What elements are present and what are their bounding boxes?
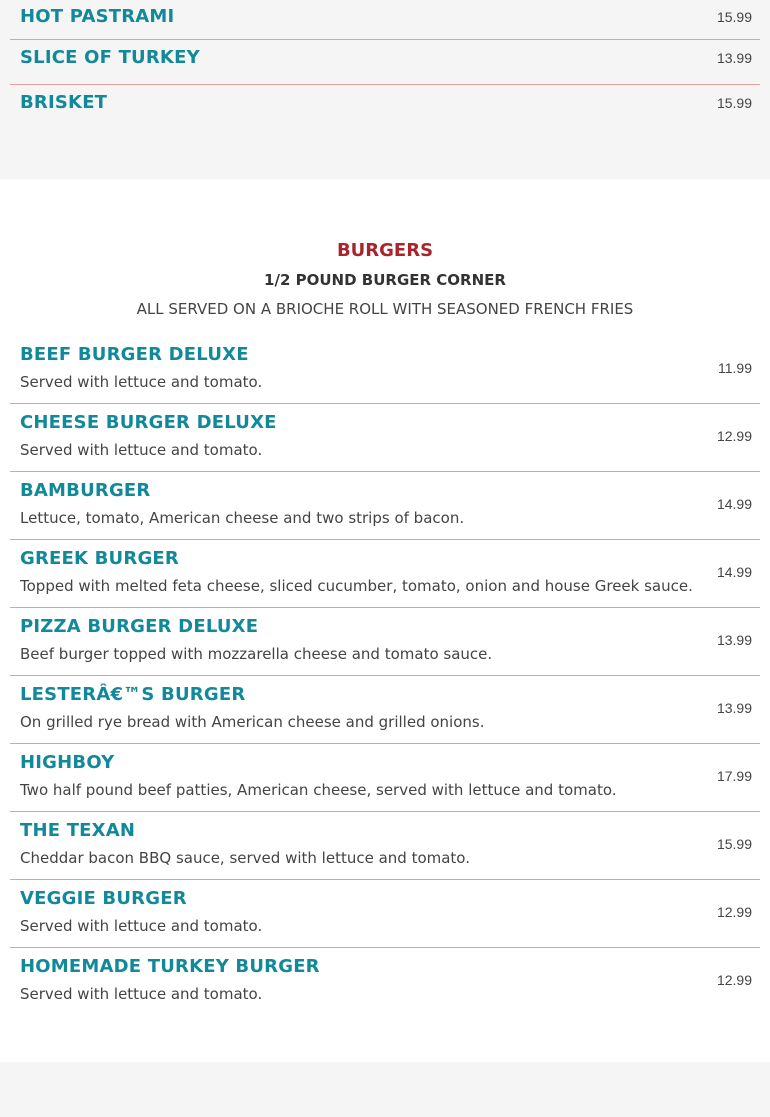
menu-item-name: LESTERÂ€™S BURGER (20, 684, 246, 705)
menu-item[interactable] (10, 472, 760, 540)
menu-item[interactable] (10, 540, 760, 608)
menu-item-description: Served with lettuce and tomato. (20, 441, 263, 459)
menu-item-price: 14.99 (716, 496, 752, 512)
menu-item-price: 12.99 (716, 972, 752, 988)
menu-item-price: 11.99 (718, 360, 752, 376)
menu-item-description: Served with lettuce and tomato. (20, 917, 263, 935)
menu-item[interactable] (10, 676, 760, 744)
menu-item-name: THE TEXAN (20, 820, 136, 841)
menu-item-name: HIGHBOY (20, 752, 115, 773)
menu-item-description: Two half pound beef patties, American cheese, served with lettuce and tomato. (20, 781, 617, 799)
menu-item[interactable] (10, 812, 760, 880)
menu-item-price: 12.99 (716, 904, 752, 920)
menu-item-name: SLICE OF TURKEY (20, 47, 200, 68)
menu-item-description: Served with lettuce and tomato. (20, 985, 263, 1003)
menu-item-name: BRISKET (20, 92, 108, 113)
menu-item[interactable] (10, 336, 760, 404)
menu-item-description: Topped with melted feta cheese, sliced cucumber, tomato, onion and house Greek sauce. (20, 577, 693, 595)
menu-item[interactable] (10, 608, 760, 676)
menu-item-price: 15.99 (716, 9, 752, 25)
menu-item-price: 13.99 (716, 700, 752, 716)
menu-item-price: 12.99 (716, 428, 752, 444)
category-description: ALL SERVED ON A BRIOCHE ROLL WITH SEASONED FRENCH FRIES (136, 300, 634, 318)
menu-item-name: BEEF BURGER DELUXE (20, 344, 249, 365)
menu-item-name: HOT PASTRAMI (20, 6, 175, 27)
menu-item[interactable] (10, 40, 760, 85)
burgers-section (0, 179, 770, 1062)
menu-item-price: 17.99 (716, 768, 752, 784)
next-menu-section (0, 1062, 770, 1117)
menu-item-name: GREEK BURGER (20, 548, 179, 569)
menu-item-price: 13.99 (716, 632, 752, 648)
top-menu-section (0, 0, 770, 179)
menu-item-name: PIZZA BURGER DELUXE (20, 616, 259, 637)
menu-item-price: 13.99 (716, 50, 752, 66)
menu-item-description: Beef burger topped with mozzarella cheese and tomato sauce. (20, 645, 493, 663)
menu-item-price: 14.99 (716, 564, 752, 580)
menu-item-name: HOMEMADE TURKEY BURGER (20, 956, 320, 977)
menu-item-description: Cheddar bacon BBQ sauce, served with lettuce and tomato. (20, 849, 470, 867)
category-title: BURGERS (336, 240, 434, 261)
category-header (10, 179, 760, 318)
burger-list (10, 336, 760, 1015)
menu-item-price: 15.99 (716, 95, 752, 111)
category-subtitle: 1/2 POUND BURGER CORNER (264, 271, 506, 289)
menu-item-description: On grilled rye bread with American cheese and grilled onions. (20, 713, 485, 731)
menu-item-description: Lettuce, tomato, American cheese and two strips of bacon. (20, 509, 465, 527)
menu-item[interactable] (10, 880, 760, 948)
menu-item-description: Served with lettuce and tomato. (20, 373, 263, 391)
menu-item[interactable] (10, 948, 760, 1015)
menu-item-price: 15.99 (716, 836, 752, 852)
menu-item-name: VEGGIE BURGER (20, 888, 187, 909)
menu-item[interactable] (10, 85, 760, 129)
menu-item-name: BAMBURGER (20, 480, 151, 501)
menu-item[interactable] (10, 744, 760, 812)
menu-item[interactable] (10, 0, 760, 40)
menu-item-name: CHEESE BURGER DELUXE (20, 412, 277, 433)
menu-item[interactable] (10, 404, 760, 472)
